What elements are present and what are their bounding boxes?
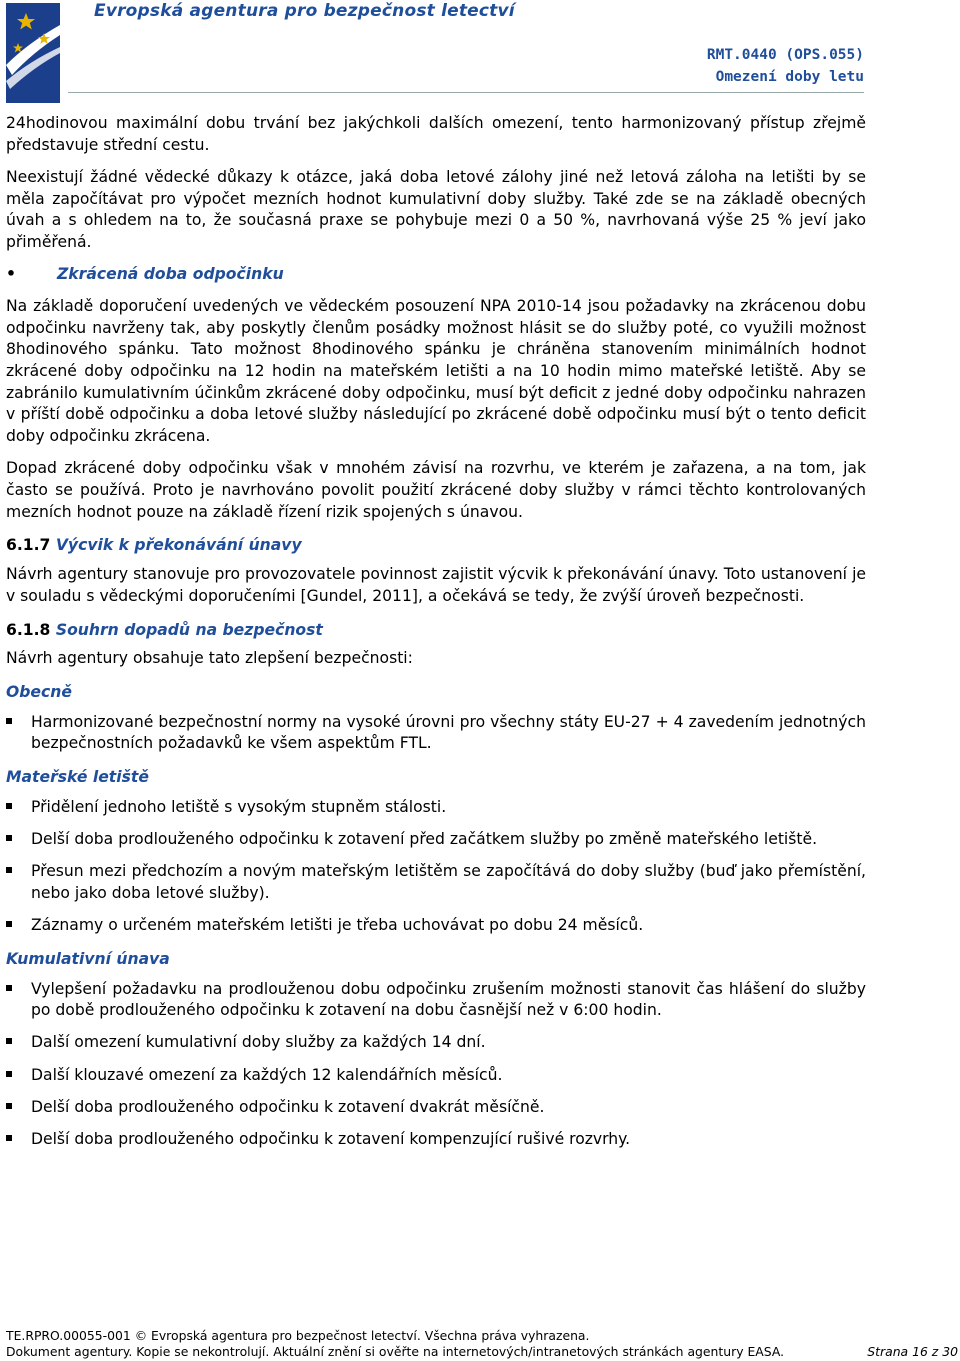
list-item (6, 829, 866, 851)
copyright-line: TE.RPRO.00055-001 © Evropská agentura pro bezpečnost letectví. Všechna práva vyhrazena. (6, 1328, 590, 1343)
section-title: Souhrn dopadů na bezpečnost (55, 620, 323, 639)
square-bullet-icon (6, 1032, 31, 1054)
agency-name: Evropská agentura pro bezpečnost letectví (94, 1, 515, 21)
disclaimer-line: Dokument agentury. Kopie se nekontrolují. Aktuální znění si ověřte na internetových/intranetových stránkách agentury EASA. (6, 1344, 785, 1359)
square-bullet-icon (6, 1065, 31, 1087)
list-item-text: Harmonizované bezpečnostní normy na vysoké úrovni pro všechny státy EU-27 + 4 zavedením jednotných bezpečnostních požadavků ke všem aspektům FTL. (31, 712, 866, 753)
list-obecne (6, 712, 866, 755)
paragraph: Návrh agentury obsahuje tato zlepšení bezpečnosti: (6, 649, 413, 668)
square-bullet-icon (6, 861, 31, 904)
list-item-text: Přidělení jednoho letiště s vysokým stupněm stálosti. (31, 797, 447, 816)
round-bullet-icon: • (6, 265, 16, 284)
list-materske-letiste (6, 797, 866, 937)
list-item (6, 979, 866, 1022)
list-item (6, 915, 866, 937)
square-bullet-icon (6, 1129, 31, 1151)
bullet-heading (6, 264, 866, 286)
section-number: 6.1.8 (6, 620, 51, 639)
paragraph: Dopad zkrácené doby odpočinku však v mnohém závisí na rozvrhu, ve kterém je zařazena, a na tom, jak často se používá. Proto je navrhováno povolit použití zkrácené doby služby v rámci těchto kontrolovaných mezních hodnot pouze na základě řízení rizik spojených s únavou. (6, 459, 866, 521)
page-number: Strana 16 z 30 (867, 1344, 958, 1359)
paragraph: Návrh agentury stanovuje pro provozovatele povinnost zajistit výcvik k překonávání únavy. Toto ustanovení je v souladu s vědeckými doporučeními [Gundel, 2011], a očekává se tedy, že zvýší úroveň bezpečnosti. (6, 565, 866, 605)
list-item (6, 797, 866, 819)
document-title: Omezení doby letu (715, 69, 864, 85)
list-item-text: Delší doba prodlouženého odpočinku k zotavení kompenzující rušivé rozvrhy. (31, 1130, 631, 1149)
document-reference: RMT.0440 (OPS.055) (706, 47, 864, 63)
list-item (6, 1097, 866, 1119)
paragraph: Na základě doporučení uvedených ve vědeckém posouzení NPA 2010-14 jsou požadavky na zkrácenou dobu odpočinku navrženy tak, aby poskytly členům posádky možnost hlásit se do služby poté, co využili možnost 8hodinového spánku. Tato možnost 8hodinového spánku je chráněna stanovením minimálních hodnot zkrácené doby odpočinku na 12 hodin na mateřském letišti a na 10 hodin mimo mateřské letiště. Aby se zabránilo kumulativním účinkům zkrácené doby odpočinku, musí být deficit z jedné doby odpočinku nahrazen v příští době odpočinku a doba letové služby následující po zkrácené době odpočinku musí být o tento deficit doby odpočinku zkrácena. (6, 296, 866, 446)
list-item-text: Další omezení kumulativní doby služby za každých 14 dní. (31, 1033, 486, 1052)
easa-logo (6, 3, 60, 103)
list-item (6, 861, 866, 904)
square-bullet-icon (6, 797, 31, 819)
header-divider (68, 92, 864, 93)
page-footer (6, 1328, 958, 1360)
subheading-kumulativni-unava: Kumulativní únava (6, 949, 170, 968)
list-item (6, 1065, 866, 1087)
list-kumulativni-unava (6, 979, 866, 1151)
list-item-text: Delší doba prodlouženého odpočinku k zotavení před začátkem služby po změně mateřského letiště. (31, 829, 818, 848)
list-item (6, 712, 866, 755)
list-item-text: Vylepšení požadavku na prodlouženou dobu odpočinku zrušením možnosti stanovit čas hlášení do služby po době prodlouženého odpočinku k zotavení na dobu časnější než v 6:00 hodin. (31, 979, 866, 1020)
list-item-text: Další klouzavé omezení za každých 12 kalendářních měsíců. (31, 1065, 503, 1084)
list-item-text: Záznamy o určeném mateřském letišti je třeba uchovávat po dobu 24 měsíců. (31, 916, 644, 935)
paragraph: Neexistují žádné vědecké důkazy k otázce, jaká doba letové zálohy jiné než letová záloha na letišti by se měla započítávat pro výpočet mezních hodnot kumulativní doby služby. Také zde se na základě obecných úvah a s ohledem na to, že současná praxe se pohybuje mezi 0 a 50 %, navrhovaná výše 25 % jeví jako přiměřená. (6, 167, 866, 252)
section-number: 6.1.7 (6, 536, 51, 555)
square-bullet-icon (6, 979, 31, 1022)
section-heading-6-1-8 (6, 620, 866, 642)
paragraph: 24hodinovou maximální dobu trvání bez jakýchkoli dalších omezení, tento harmonizovaný přístup zřejmě představuje střední cestu. (6, 114, 866, 154)
document-body (6, 113, 866, 1161)
square-bullet-icon (6, 712, 31, 755)
section-heading-6-1-7 (6, 535, 866, 557)
square-bullet-icon (6, 915, 31, 937)
subheading-obecne: Obecně (6, 682, 72, 701)
document-header (707, 44, 864, 88)
list-item (6, 1129, 866, 1151)
footer-row (6, 1344, 958, 1360)
subheading-materske-letiste: Mateřské letiště (6, 768, 149, 787)
square-bullet-icon (6, 1097, 31, 1119)
list-item-text: Přesun mezi předchozím a novým mateřským letištěm se započítává do doby služby (buď jako přemístění, nebo jako doba letové služby). (31, 862, 866, 902)
bullet-heading-text: Zkrácená doba odpočinku (57, 265, 284, 284)
square-bullet-icon (6, 829, 31, 851)
list-item (6, 1032, 866, 1054)
list-item-text: Delší doba prodlouženého odpočinku k zotavení dvakrát měsíčně. (31, 1097, 545, 1116)
section-title: Výcvik k překonávání únavy (55, 536, 302, 555)
